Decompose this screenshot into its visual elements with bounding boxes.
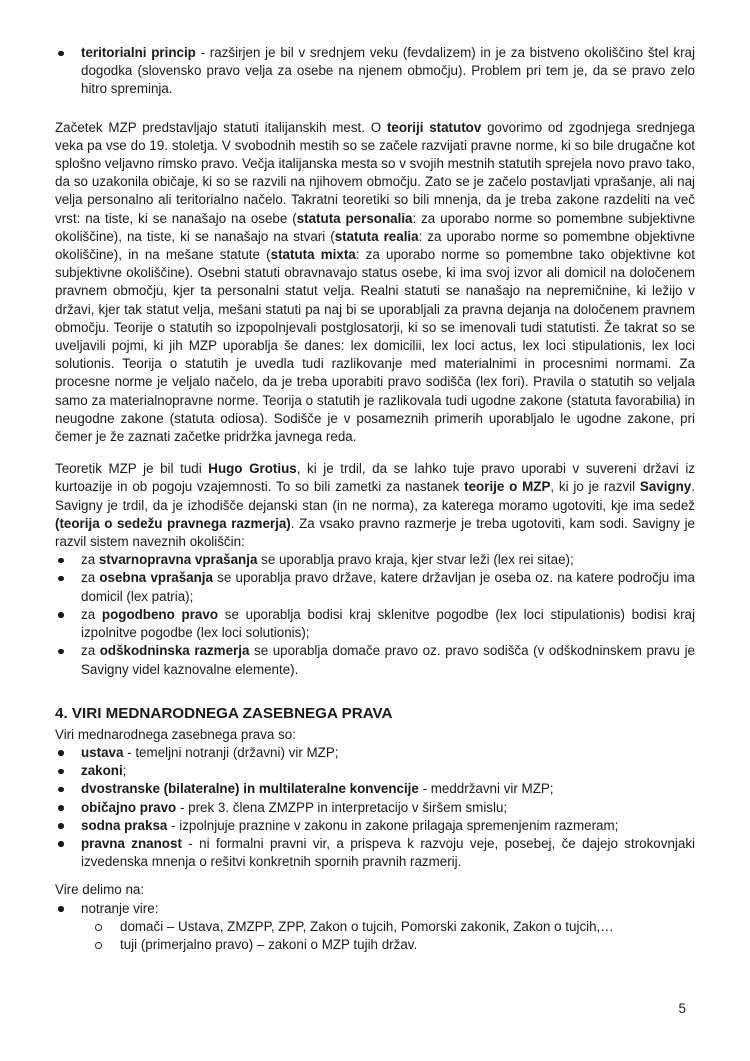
text-run: : za uporabo norme so pomembne subjektivne okoliščine), na tiste, ki se nanašajo na stvari ( <box>55 210 695 244</box>
bold-text-run: Hugo Grotius <box>208 461 297 477</box>
bold-text-run: teorije o MZP <box>464 479 551 495</box>
text-run: Vire delimo na: <box>55 882 145 898</box>
list-item <box>55 606 695 642</box>
list-item <box>55 780 695 798</box>
text-run: , ki jo je razvil <box>550 479 640 495</box>
source-division-list <box>55 900 695 955</box>
list-item <box>55 900 695 955</box>
text-run: ; <box>122 763 127 779</box>
bold-text-run: dvostranske (bilateralne) in multilateralne konvencije <box>81 781 419 797</box>
text-run: govorimo od zgodnjega srednjega veka pa vse do 19. stoletja. V svobodnih mestih so se začele razvijati pravne norme, ki so bile drugačne kot splošno veljavno rimsko pravo. Večja italijanska mesta so v svojih mestnih statutih sprejela novo pravo tako, da so uzakonila običaje, ki so se razvili na njihovem območju. Zato se je začelo postavljati vprašanje, ali naj velja personalno ali teritorialno načelo. Takratni teoretiki so bili mnenja, da je treba zakone razdeliti na več vrst: na tiste, ki se nanašajo na osebe ( <box>55 119 696 226</box>
bold-text-run: stvarnopravna vprašanja <box>98 552 258 568</box>
bold-text-run: osebna vprašanja <box>99 570 213 586</box>
section-heading-sources: 4. VIRI MEDNARODNEGA ZASEBNEGA PRAVA <box>55 704 393 722</box>
sub-list-item <box>81 918 695 936</box>
text-run: tuji (primerjalno pravo) – zakoni o MZP tujih držav. <box>120 936 418 952</box>
text-run: . Za vsako pravno razmerje je treba ugotoviti, kam sodi. Savigny je razvil sistem naveznih okoliščin: <box>55 515 695 550</box>
text-run: : za uporabo norme so pomembne tako objektivne kot subjektivne okoliščine). Osebni statuti obravnavajo status osebe, ki ima svoj izvor ali domicil na določenem pravnem območju, kjer ta personalni statut velja. Realni statuti se nanašajo na nepremičnine, ki ležijo v državi, kjer tak statut velja, mešani statuti pa naj bi se uporabljali za pravna dejanja na določenem pravnem območju. Teorije o statutih so izpopolnjevali postglosatorji, ki so se imenovali tudi statutisti. Že takrat so se uveljavili pojmi, ki jih MZP uporablja še danes: lex domicilii, lex loci actus, lex loci stipulationis, lex loci solutionis. Teorija o statutih je uvedla tudi razlikovanje med materialnimi in procesnimi normami. Za procesne norme je veljalo načelo, da je treba uporabiti pravo sodišča (lex fori). Pravila o statutih so veljala samo za materialnopravne norme. Teorija o statutih je razlikovala tudi ugodne zakone (statuta favorabilia) in neugodne zakone (statuta odiosa). Sodišče je v posameznih primerih uporabljalo le ugodne zakone, pri čemer je že zaznati začetke pridržka javnega reda. <box>55 247 695 445</box>
bold-text-run: pravna znanost <box>81 835 182 851</box>
list-item <box>55 44 695 99</box>
list-item <box>55 817 695 835</box>
text-run: za <box>81 606 102 622</box>
text-run: se uporablja domače pravo oz. pravo sodišča (v odškodninskem pravu je Savigny videl kaznovalne elemente). <box>81 643 695 677</box>
bold-text-run: teoriji statutov <box>386 119 482 135</box>
text-run: za <box>81 552 99 568</box>
bold-text-run: ustava <box>81 744 124 760</box>
list-item <box>55 744 695 762</box>
text-run: Viri mednarodnega zasebnega prava so: <box>55 726 296 742</box>
sub-list <box>81 918 695 954</box>
list-item <box>55 551 695 569</box>
sources-list <box>55 744 695 871</box>
text-run: za <box>81 643 100 659</box>
text-run: se uporablja pravo kraja, kjer stvar leži (lex rei sitae); <box>257 552 574 568</box>
list-item <box>55 642 695 678</box>
text-run: - razširjen je bil v srednjem veku (fevdalizem) in je za bistveno okoliščino štel kraj dogodka (slovensko pravo velja za osebe na njenem območju). Problem pri tem je, da se pravo zelo hitro spreminja. <box>81 45 695 97</box>
page-number: 5 <box>678 1001 686 1016</box>
text-run: : za uporabo norme so pomembne objektivne okoliščine), in na mešane statute ( <box>55 228 695 263</box>
paragraph-grotius-savigny <box>55 460 695 551</box>
text-run: se uporablja pravo države, katere državljan je oseba oz. na katere področju ima domicil (lex patria); <box>81 570 695 604</box>
text-run: Teoretik MZP je bil tudi <box>55 461 209 477</box>
text-run: Začetek MZP predstavljajo statuti italijanskih mest. O <box>55 119 387 135</box>
list-item <box>55 799 695 817</box>
bold-text-run: (teorija o sedežu pravnega razmerja) <box>55 515 291 531</box>
paragraph-sources-intro <box>55 726 695 744</box>
list-item <box>55 835 695 871</box>
bold-text-run: običajno pravo <box>81 799 177 815</box>
territorial-principle-list <box>55 44 695 99</box>
text-run: - meddržavni vir MZP; <box>418 781 554 797</box>
text-run: domači – Ustava, ZMZPP, ZPP, Zakon o tujcih, Pomorski zakonik, Zakon o tujcih,… <box>120 918 614 934</box>
list-item <box>55 569 695 605</box>
paragraph-source-division-intro <box>55 881 695 899</box>
bold-text-run: pogodbeno pravo <box>101 606 219 622</box>
text-run: za <box>81 570 100 586</box>
text-run: - ni formalni pravni vir, a prispeva k razvoju veje, posebej, če dajejo strokovnjaki izvedenska mnenja o rešitvi konkretnih spornih pravnih razmerij. <box>81 835 695 870</box>
paragraph-statute-theory <box>55 119 695 447</box>
bold-text-run: statuta personalia <box>296 210 413 226</box>
bold-text-run: Savigny <box>639 479 692 495</box>
text-run: se uporablja bodisi kraj sklenitve pogodbe (lex loci stipulationis) bodisi kraj izpolnitve pogodbe (lex loci solutionis); <box>81 606 695 641</box>
bold-text-run: teritorialni princip <box>81 45 196 60</box>
savigny-connecting-factors-list <box>55 551 695 678</box>
text-run: notranje vire: <box>81 900 159 916</box>
text-run: - izpolnjuje praznine v zakonu in zakone prilagaja spremenjenim razmeram; <box>167 817 619 833</box>
text-run: , ki je trdil, da se lahko tuje pravo uporabi v suvereni državi iz kurtoazije in ob pogoju vzajemnosti. To so bili zametki za nastanek <box>55 461 696 495</box>
bold-text-run: sodna praksa <box>81 817 168 833</box>
text-run: - temeljni notranji (državni) vir MZP; <box>123 744 339 760</box>
list-item <box>55 762 695 780</box>
bold-text-run: statuta mixta <box>270 247 356 263</box>
text-run: . Savigny je trdil, da je izhodišče dejanski stan (in ne norma), za katerega moramo ugotoviti, kje ima sedež <box>55 479 695 513</box>
sub-list-item <box>81 936 695 954</box>
bold-text-run: statuta realia <box>334 228 419 244</box>
bold-text-run: zakoni <box>81 763 123 779</box>
text-run: - prek 3. člena ZMZPP in interpretacijo v širšem smislu; <box>176 799 508 815</box>
bold-text-run: odškodninska razmerja <box>99 643 250 659</box>
